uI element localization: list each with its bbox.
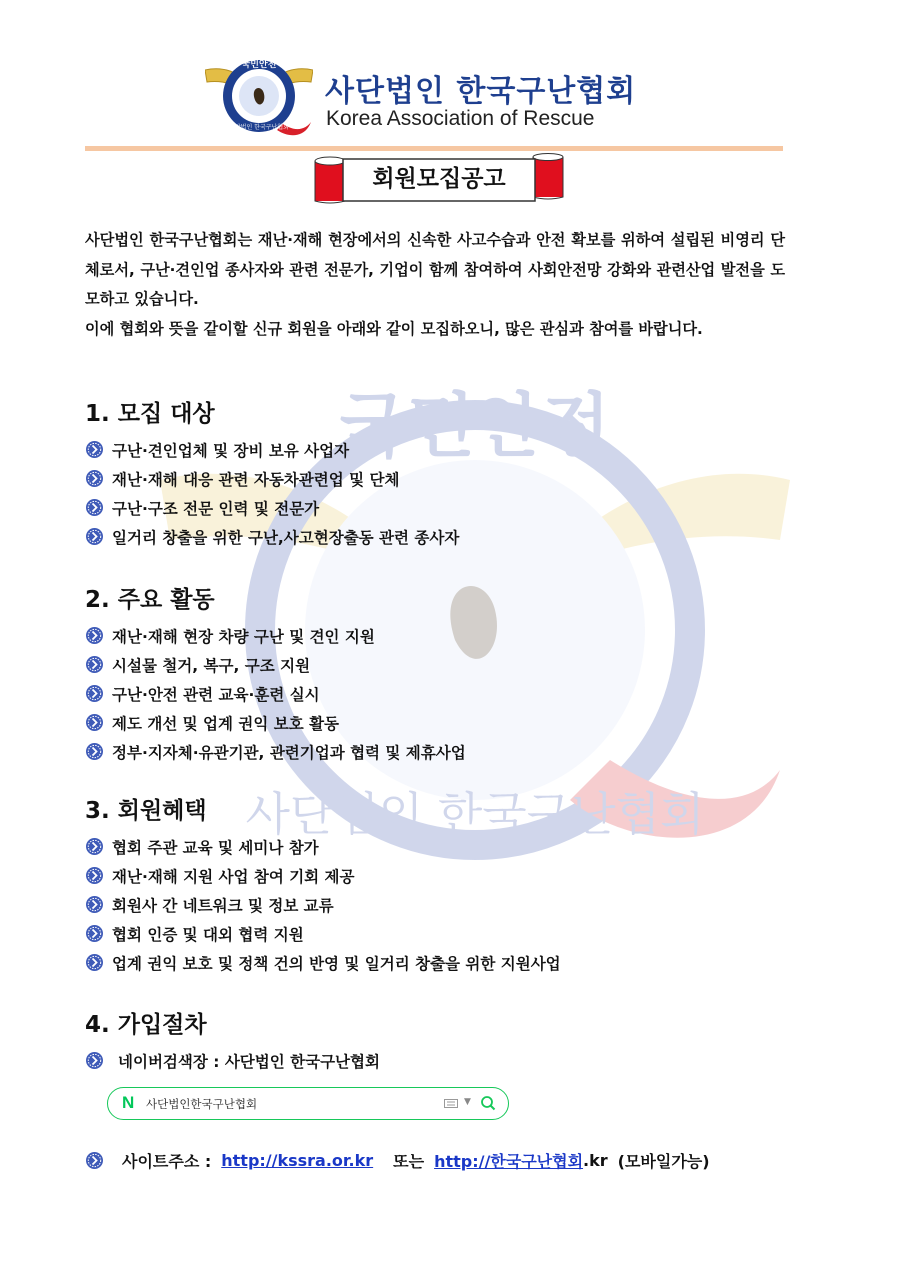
bullet-icon xyxy=(85,924,104,943)
list-item xyxy=(85,493,785,522)
intro-paragraph: 이에 협회와 뜻을 같이할 신규 회원을 아래와 같이 모집하오니, 많은 관심과 참여를 바랍니다. xyxy=(85,319,703,338)
bullet-icon xyxy=(85,837,104,856)
intro-paragraph: 사단법인 한국구난협회는 재난·재해 현장에서의 신속한 사고수습과 안전 확보를 위하여 설립된 비영리 단체로서, 구난·견인업 종사자와 관련 전문가, 기업이 함께 참여하여 사회안전망 강화와 관련산업 발전을 도모하고 있습니다. xyxy=(85,231,785,308)
bullet-icon xyxy=(85,527,104,546)
list-item-text: 구난·견인업체 및 장비 보유 사업자 xyxy=(112,441,350,460)
bullet-icon xyxy=(85,498,104,517)
list-item-text: 시설물 철거, 복구, 구조 지원 xyxy=(112,656,311,675)
bullet-icon xyxy=(85,866,104,885)
list-item-text: 제도 개선 및 업계 권익 보호 활동 xyxy=(112,714,340,733)
list-item-text: 구난·구조 전문 인력 및 전문가 xyxy=(112,499,320,518)
section-recruit-target xyxy=(85,397,785,551)
naver-search-box xyxy=(107,1087,509,1120)
bullet-icon xyxy=(85,440,104,459)
list-item xyxy=(85,832,785,861)
page-title: 회원모집공고 xyxy=(372,166,506,192)
list-item-text: 재난·재해 대응 관련 자동차관련업 및 단체 xyxy=(112,470,400,489)
bullet-icon xyxy=(85,953,104,972)
chevron-down-icon: ▼ xyxy=(464,1097,471,1107)
intro-text xyxy=(85,226,785,344)
header xyxy=(205,50,655,140)
list-item xyxy=(85,948,785,977)
watermark-top-text: 국민안전 xyxy=(339,385,611,467)
section-heading: 2. 주요 활동 xyxy=(85,587,215,613)
org-name-english: Korea Association of Rescue xyxy=(326,107,595,130)
list-item xyxy=(85,435,785,464)
list-item xyxy=(85,1046,785,1075)
mobile-note: (모바일가능) xyxy=(617,1152,710,1171)
bullet-icon xyxy=(85,1151,104,1170)
list-item xyxy=(85,708,785,737)
bullet-icon xyxy=(85,1051,104,1070)
bullet-icon xyxy=(85,895,104,914)
list-item xyxy=(85,621,785,650)
section-main-activities xyxy=(85,583,785,766)
list-item-text: 네이버검색장 : 사단법인 한국구난협회 xyxy=(118,1052,380,1071)
header-divider xyxy=(85,146,783,151)
search-query-text: 사단법인한국구난협회 xyxy=(146,1097,258,1111)
logo-ring-text: 국민안전 xyxy=(241,60,277,70)
list-item xyxy=(85,650,785,679)
list-item-text: 정부·지자체·유관기관, 관련기업과 협력 및 제휴사업 xyxy=(112,743,466,762)
list-item xyxy=(85,522,785,551)
section-join-procedure xyxy=(85,1008,785,1075)
section-member-benefits xyxy=(85,794,785,977)
site-link-korean[interactable]: http://한국구난협회 xyxy=(434,1152,584,1171)
site-link-suffix: .kr xyxy=(583,1151,608,1170)
bullet-icon xyxy=(85,655,104,674)
list-item-text: 협회 주관 교육 및 세미나 참가 xyxy=(112,838,319,857)
list-item xyxy=(85,861,785,890)
watermark-bottom-text: 사단법인 한국구난협회 xyxy=(245,787,705,841)
list-item xyxy=(85,737,785,766)
list-item xyxy=(85,679,785,708)
list-item xyxy=(85,890,785,919)
list-item-text: 재난·재해 지원 사업 참여 기회 제공 xyxy=(112,867,355,886)
list-item-text: 일거리 창출을 위한 구난,사고현장출동 관련 종사자 xyxy=(112,528,460,547)
association-logo xyxy=(205,50,313,138)
list-item-text: 협회 인증 및 대외 협력 지원 xyxy=(112,925,304,944)
section-heading: 4. 가입절차 xyxy=(85,1012,207,1038)
site-address-line xyxy=(85,1149,710,1172)
list-item-text: 재난·재해 현장 차량 구난 및 견인 지원 xyxy=(112,627,375,646)
list-item xyxy=(85,919,785,948)
list-item-text: 업계 권익 보호 및 정책 건의 반영 및 일거리 창출을 위한 지원사업 xyxy=(112,954,561,973)
site-label: 사이트주소 : xyxy=(122,1152,212,1171)
section-heading: 1. 모집 대상 xyxy=(85,401,215,427)
site-link-primary[interactable]: http://kssra.or.kr xyxy=(221,1151,374,1170)
list-item-text: 구난·안전 관련 교육·훈련 실시 xyxy=(112,685,320,704)
bullet-icon xyxy=(85,713,104,732)
search-icon xyxy=(480,1095,496,1111)
list-item xyxy=(85,464,785,493)
bullet-icon xyxy=(85,469,104,488)
or-text: 또는 xyxy=(393,1152,425,1171)
org-name-korean: 사단법인 한국구난협회 xyxy=(325,74,637,109)
list-item-text: 회원사 간 네트워크 및 정보 교류 xyxy=(112,896,334,915)
bullet-icon xyxy=(85,684,104,703)
logo-bottom-text: 사단법인 한국구난협회 xyxy=(229,124,289,131)
section-heading: 3. 회원혜택 xyxy=(85,798,207,824)
naver-logo: N xyxy=(122,1093,135,1112)
bullet-icon xyxy=(85,742,104,761)
bullet-icon xyxy=(85,626,104,645)
keyboard-icon xyxy=(444,1099,458,1108)
